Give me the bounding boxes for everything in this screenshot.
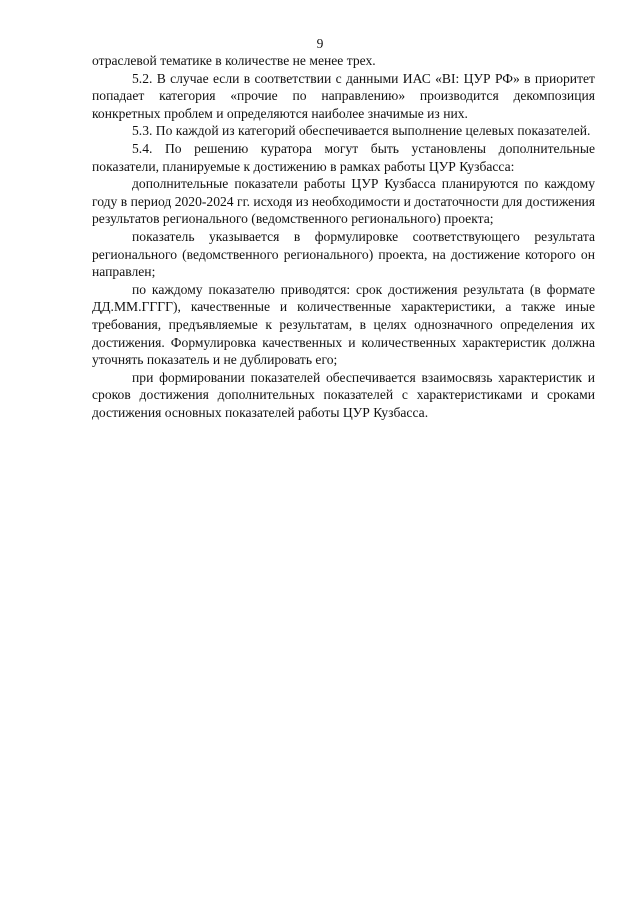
paragraph-indicator-wording: показатель указывается в формулировке соответствующего результата регионального (ведомственного регионального) проекта, на достижение которого он направлен;	[92, 228, 595, 280]
paragraph-indicator-linkage: при формировании показателей обеспечивается взаимосвязь характеристик и сроков достижения дополнительных показателей с характеристиками и сроками достижения основных показателей работы ЦУР Кузбасса.	[92, 369, 595, 420]
page-number: 9	[316, 36, 324, 51]
paragraph-indicator-details: по каждому показателю приводятся: срок достижения результата (в формате ДД.ММ.ГГГГ), качественные и количественные характеристики, а также иные требования, предъявляемые к результатам, в целях однозначного определения их достижения. Формулировка качественных и количественных характеристик должна уточнять показатель и не дублировать его;	[92, 281, 595, 368]
paragraph-additional-indicators: дополнительные показатели работы ЦУР Кузбасса планируются по каждому году в период 2020-2024 гг. исходя из необходимости и достаточности для достижения результатов регионального (ведомственного регионального) проекта;	[92, 176, 595, 227]
paragraph-5-2: 5.2. В случае если в соответствии с данными ИАС «BI: ЦУР РФ» в приоритет попадает категория «прочие по направлению» производится декомпозиция конкретных проблем и определяются наиболее значимые из них.	[92, 70, 595, 121]
paragraph-5-4: 5.4. По решению куратора могут быть установлены дополнительные показатели, планируемые к достижению в рамках работы ЦУР Кузбасса:	[92, 140, 595, 174]
document-body	[92, 52, 595, 421]
paragraph-continuation: отраслевой тематике в количестве не менее трех.	[92, 53, 376, 68]
paragraph-5-3: 5.3. По каждой из категорий обеспечивается выполнение целевых показателей.	[132, 123, 591, 139]
